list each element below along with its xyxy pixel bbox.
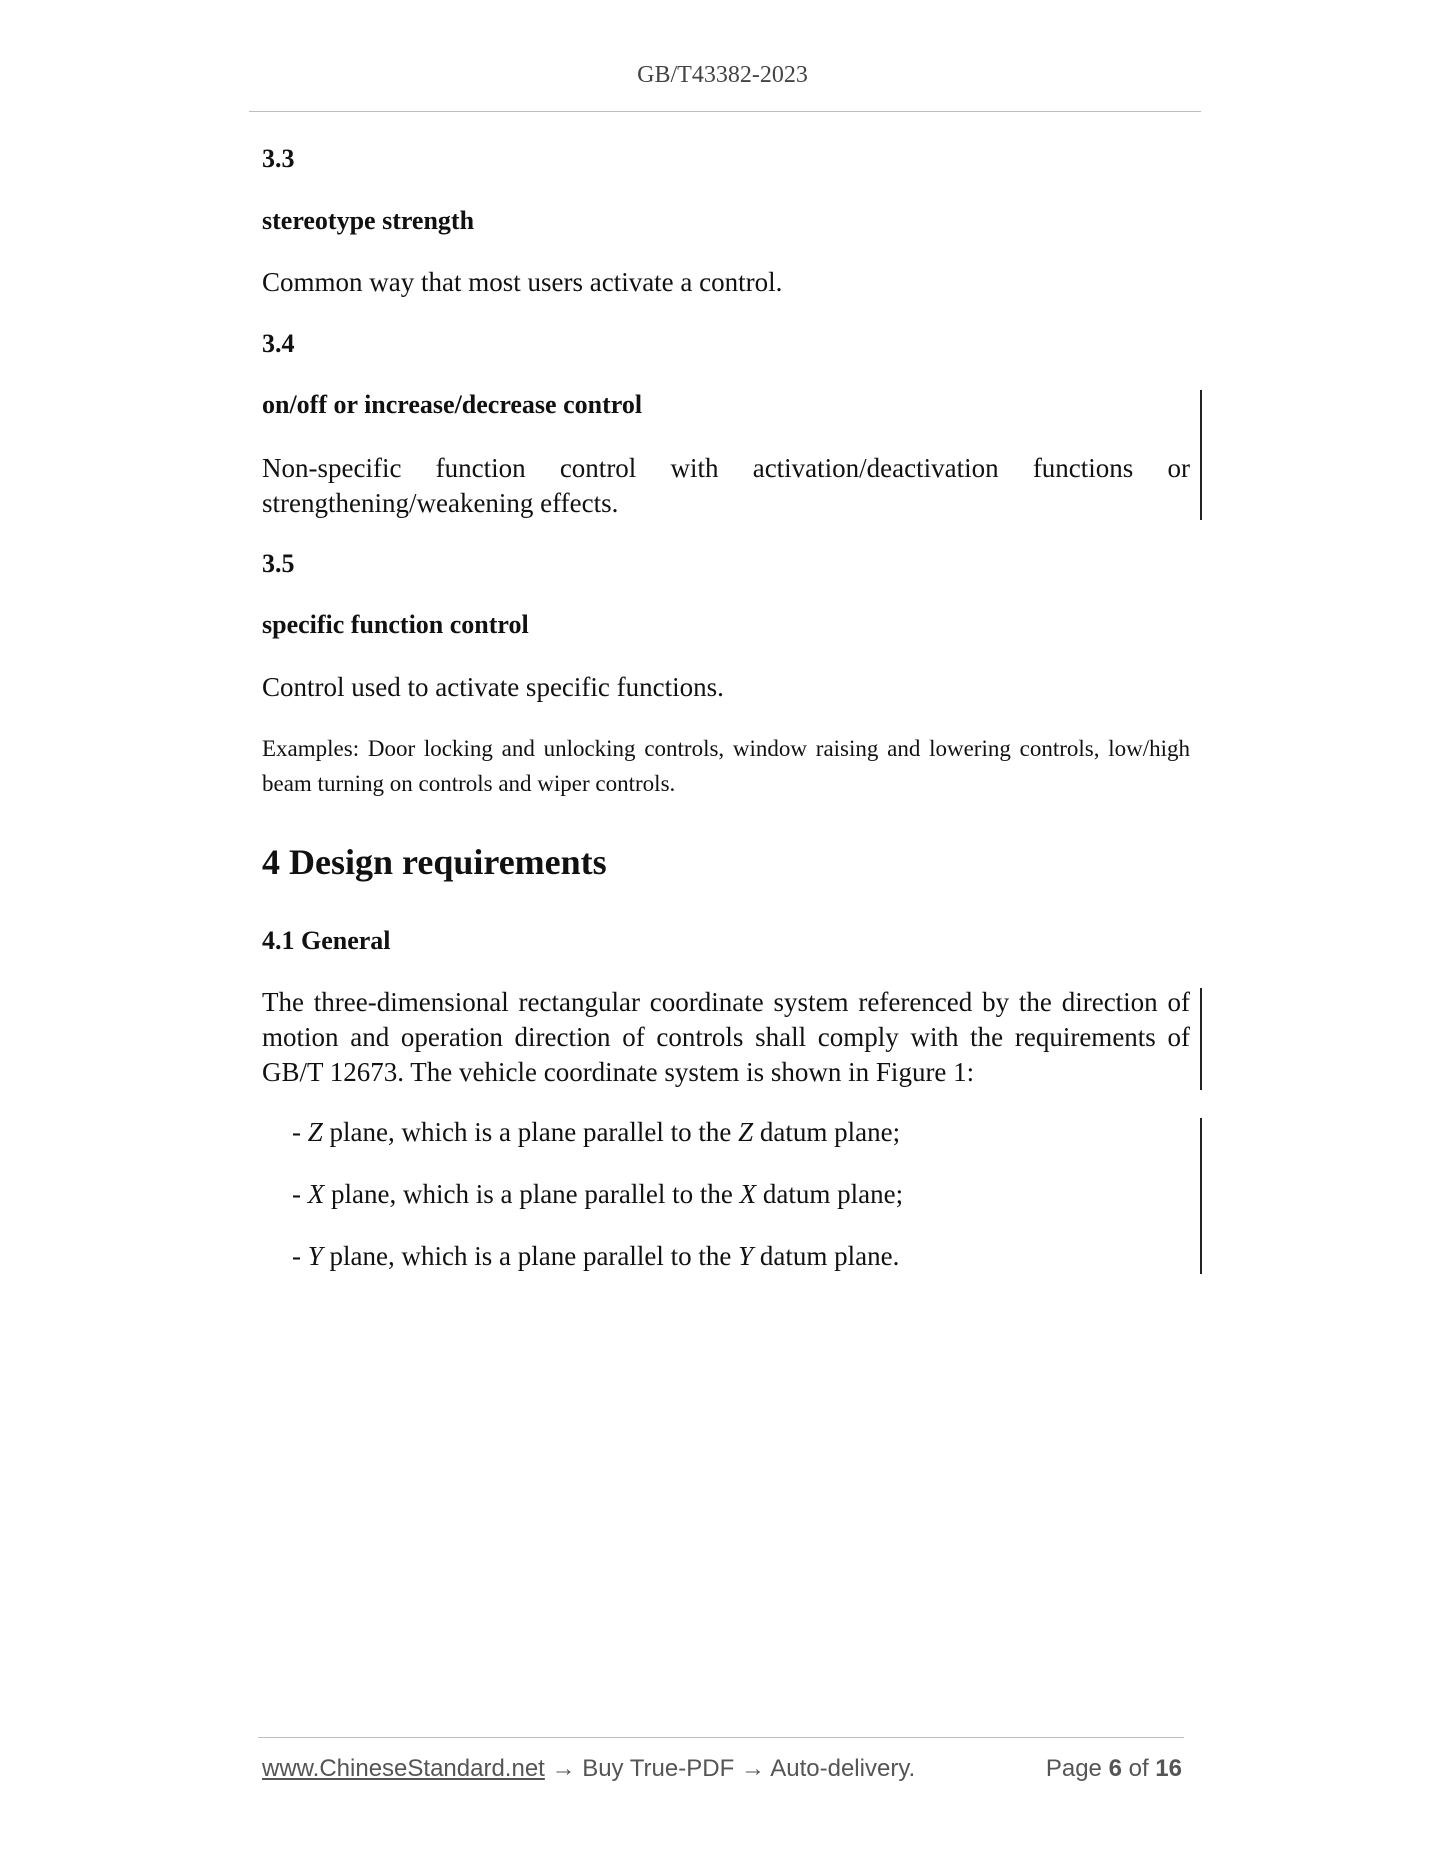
change-bar <box>1200 1118 1202 1274</box>
list-item-y-plane: - Y plane, which is a plane parallel to the Y datum plane. <box>292 1241 900 1271</box>
term-name-3-4: on/off or increase/decrease control <box>262 390 643 419</box>
subsection-heading: 4.1 General <box>262 926 391 955</box>
change-bar <box>1200 988 1202 1090</box>
buy-true-pdf-link[interactable]: Buy True-PDF <box>582 1755 735 1782</box>
term-number-3-5: 3.5 <box>262 549 295 578</box>
list-item-z-plane: - Z plane, which is a plane parallel to the Z datum plane; <box>292 1117 901 1147</box>
term-number-3-4: 3.4 <box>262 329 295 358</box>
current-page: 6 <box>1108 1755 1122 1782</box>
term-note-3-5: Examples: Door locking and unlocking controls, window raising and lowering controls, low/high beam turning on controls and wiper controls. <box>262 736 1190 796</box>
term-definition-3-3: Common way that most users activate a control. <box>262 267 783 297</box>
term-definition-3-4: Non-specific function control with activation/deactivation functions or strengthening/weakening effects. <box>262 453 1190 518</box>
term-number-3-3: 3.3 <box>262 144 295 173</box>
change-bar <box>1200 390 1202 520</box>
arrow-icon: → <box>734 1755 771 1782</box>
footer-links <box>262 1755 915 1783</box>
arrow-icon: → <box>544 1755 583 1782</box>
term-definition-3-5: Control used to activate specific functions. <box>262 672 724 702</box>
page-footer <box>262 1755 1182 1785</box>
term-name-3-5: specific function control <box>262 610 529 639</box>
website-link[interactable]: www.ChineseStandard.net <box>262 1755 545 1782</box>
list-item-x-plane: - X plane, which is a plane parallel to the X datum plane; <box>292 1179 904 1209</box>
section-heading: 4 Design requirements <box>262 842 607 882</box>
page-number: Page 6 of 16 <box>1045 1755 1182 1782</box>
footer-rule <box>258 1737 1184 1738</box>
header-rule <box>249 111 1201 112</box>
document-header: GB/T43382-2023 <box>637 62 808 88</box>
total-pages: 16 <box>1155 1755 1182 1782</box>
auto-delivery-text: Auto-delivery. <box>770 1755 916 1782</box>
general-paragraph: The three-dimensional rectangular coordinate system referenced by the direction of motion and operation direction of controls shall comply with the requirements of GB/T 12673. The vehicle coordinate system is shown in Figure 1: <box>262 987 1190 1087</box>
term-name-3-3: stereotype strength <box>262 206 475 235</box>
